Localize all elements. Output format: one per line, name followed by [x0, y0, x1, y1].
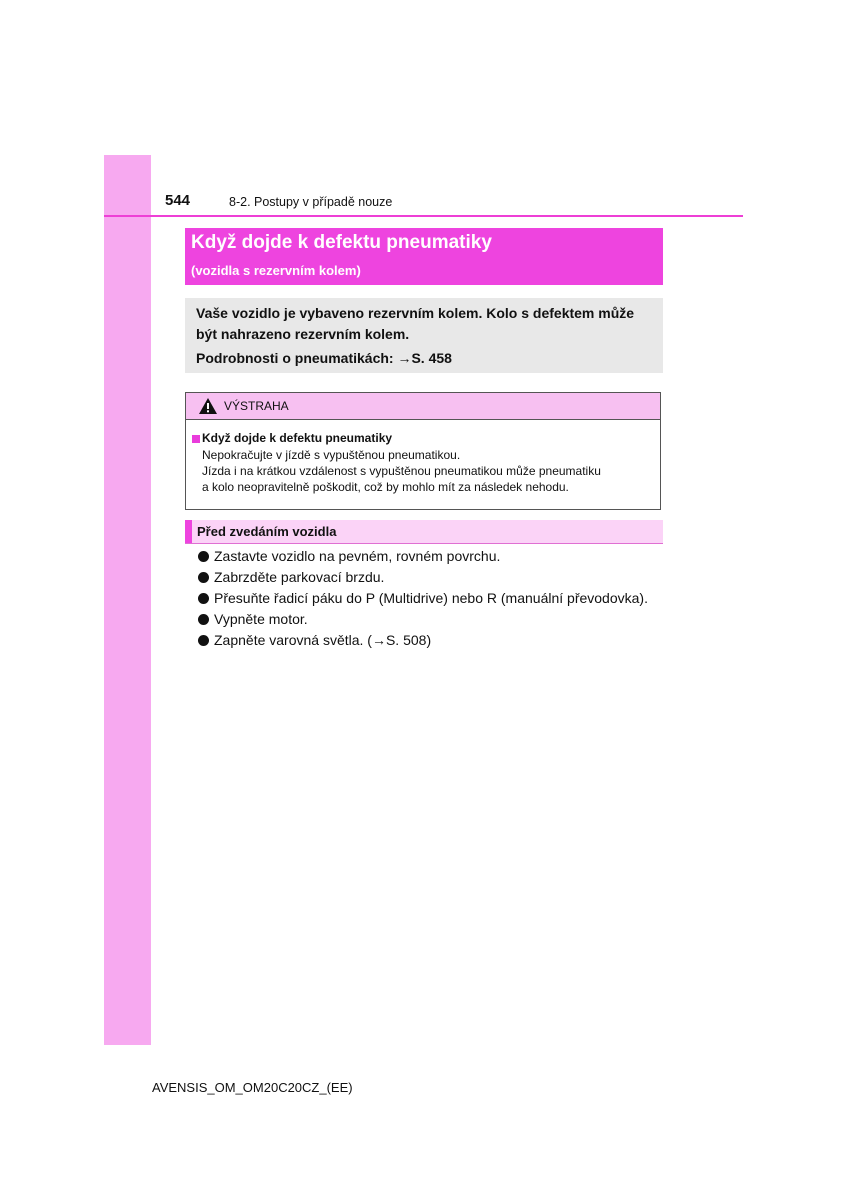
intro-info-box [185, 298, 663, 373]
list-item: Zapněte varovná světla. (→S. 508) [198, 632, 648, 653]
warning-label: VÝSTRAHA [224, 399, 289, 413]
intro-line-1: Vaše vozidlo je vybaveno rezervním kolem. Kolo s defektem může [196, 305, 635, 321]
list-item: Zabrzděte parkovací brzdu. [198, 569, 648, 590]
bullet-icon [198, 551, 209, 562]
square-bullet-icon [192, 435, 200, 443]
bullet-icon [198, 572, 209, 583]
document-code-footer: AVENSIS_OM_OM20C20CZ_(EE) [152, 1080, 353, 1095]
warning-triangle-icon [198, 397, 218, 415]
intro-line-2: být nahrazeno rezervním kolem. [196, 326, 410, 342]
warning-item-title: Když dojde k defektu pneumatiky [202, 431, 393, 445]
list-item: Vypněte motor. [198, 611, 648, 632]
section-heading-marker [185, 520, 192, 543]
header-rule [104, 215, 743, 217]
section-path: 8-2. Postupy v případě nouze [229, 195, 393, 209]
section-heading: Před zvedáním vozidla [197, 524, 337, 539]
chapter-side-tab [104, 155, 151, 1045]
page-number: 544 [165, 192, 191, 209]
list-item: Zastavte vozidlo na pevném, rovném povrchu. [198, 548, 648, 569]
warning-line-3: a kolo neopravitelně poškodit, což by mohlo mít za následek nehodu. [202, 480, 569, 494]
warning-header [186, 393, 660, 420]
bullet-icon [198, 614, 209, 625]
preparation-steps-list [198, 548, 648, 653]
bullet-icon [198, 593, 209, 604]
list-item: Přesuňte řadicí páku do P (Multidrive) nebo R (manuální převodovka). [198, 590, 648, 611]
page-title: Když dojde k defektu pneumatiky [191, 232, 492, 253]
page-title-block [185, 228, 663, 285]
warning-box [185, 392, 661, 510]
page-subtitle: (vozidla s rezervním kolem) [191, 263, 361, 278]
warning-line-2: Jízda i na krátkou vzdálenost s vypuštěnou pneumatikou může pneumatiku [202, 464, 601, 478]
warning-line-1: Nepokračujte v jízdě s vypuštěnou pneumatikou. [202, 448, 461, 462]
section-heading-bar [185, 520, 663, 544]
tire-details-reference: Podrobnosti o pneumatikách: →S. 458 [196, 350, 452, 366]
bullet-icon [198, 635, 209, 646]
